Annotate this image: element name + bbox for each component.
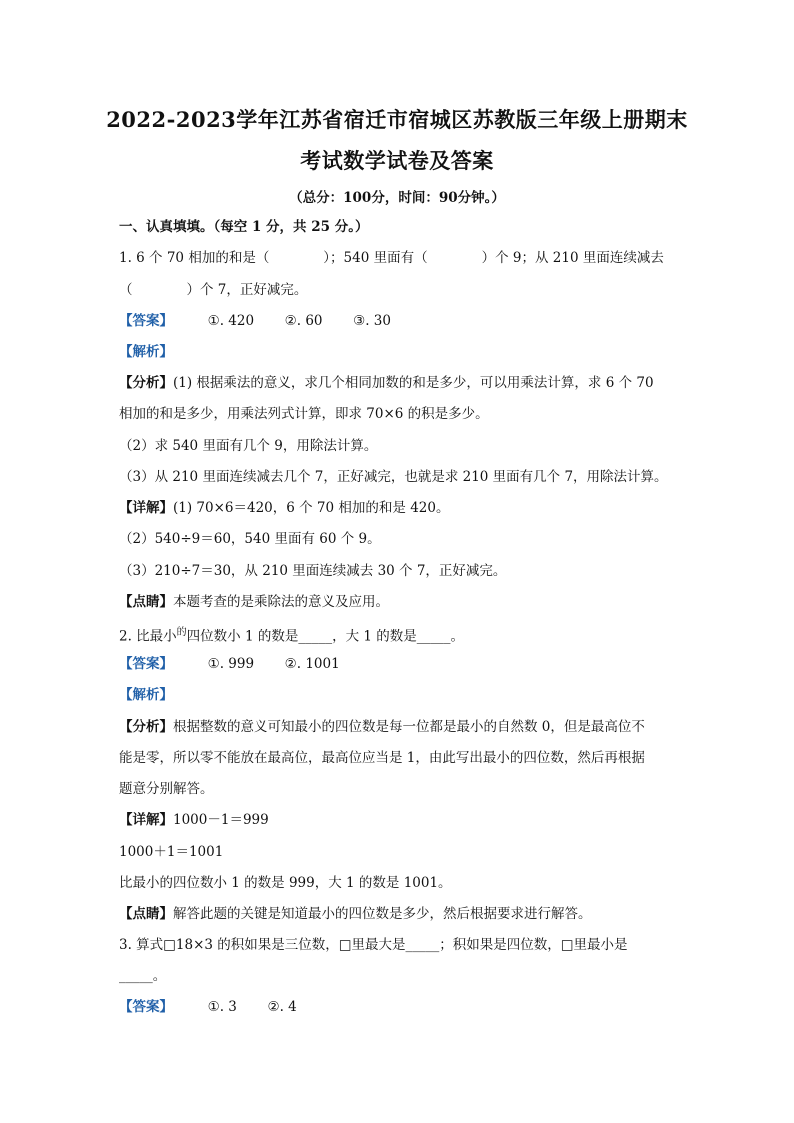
question-3-line-2: _____。 [119, 968, 167, 984]
question-2-xiangjie-2: 1000＋1＝1001 [119, 844, 224, 860]
document-title-line-2: 考试数学试卷及答案 [300, 148, 494, 173]
question-2-dianjing [119, 905, 679, 923]
fenxi-tag: 【分析】 [119, 375, 173, 391]
dianjing-tag: 【点睛】 [119, 906, 173, 922]
answer-tag: 【答案】 [119, 313, 173, 329]
answer-item: ①. 420 [207, 313, 255, 329]
question-1-xiangjie-2: （2）540÷9＝60，540 里面有 60 个 9。 [119, 531, 381, 547]
question-2-fenxi-3: 题意分别解答。 [119, 781, 214, 797]
question-2-xiangjie-3: 比最小的四位数小 1 的数是 999，大 1 的数是 1001。 [119, 875, 452, 891]
question-3-answer [119, 998, 679, 1016]
analysis-tag: 【解析】 [119, 344, 173, 360]
xiangjie-tag: 【详解】 [119, 500, 173, 516]
question-2-prefix: 2. 比最小 [119, 628, 177, 645]
question-1-xiangjie-1 [119, 499, 679, 517]
question-1-fenxi-4: （3）从 210 里面连续减去几个 7，正好减完，也就是求 210 里面有几个 7，用除法计算。 [119, 469, 668, 485]
answer-item: ①. 3 [207, 999, 237, 1015]
question-1-fenxi-2: 相加的和是多少，用乘法列式计算，即求 70×6 的积是多少。 [119, 406, 489, 422]
answer-item: ②. 4 [267, 999, 297, 1015]
analysis-tag: 【解析】 [119, 687, 173, 703]
answer-item: ①. 999 [207, 656, 255, 672]
section-heading: 一、认真填填。（每空 1 分，共 25 分。） [119, 219, 369, 235]
answer-item: ②. 60 [284, 313, 323, 329]
xiangjie-text: (1) 70×6＝420，6 个 70 相加的和是 420。 [173, 500, 450, 516]
answer-tag: 【答案】 [119, 999, 173, 1015]
answer-item: ③. 30 [353, 313, 391, 329]
dianjing-text: 本题考查的是乘除法的意义及应用。 [173, 594, 389, 610]
question-1-fenxi-1 [119, 374, 679, 392]
question-2-fenxi-1 [119, 718, 679, 736]
question-1-fenxi-3: （2）求 540 里面有几个 9，用除法计算。 [119, 438, 378, 454]
question-3-line-1: 3. 算式□18×3 的积如果是三位数，□里最大是_____；积如果是四位数，□里最小是 [119, 937, 628, 953]
question-2-xiangjie-1 [119, 811, 679, 829]
document-title-line-1: 2022-2023学年江苏省宿迁市宿城区苏教版三年级上册期末 [106, 107, 688, 132]
dianjing-tag: 【点睛】 [119, 594, 173, 610]
answer-tag: 【答案】 [119, 656, 173, 672]
question-1-line-2: （ ）个 7，正好减完。 [119, 282, 308, 298]
question-1-line-1: 1. 6 个 70 相加的和是（ ）；540 里面有（ ）个 9；从 210 里面连续减去 [119, 250, 664, 266]
question-2-line-1 [119, 624, 679, 646]
document-subtitle: （总分：100分，时间：90分钟。） [289, 190, 505, 206]
fenxi-tag: 【分析】 [119, 719, 173, 735]
question-2-fenxi-2: 能是零，所以零不能放在最高位，最高位应当是 1，由此写出最小的四位数，然后再根据 [119, 750, 645, 766]
fenxi-text: (1) 根据乘法的意义，求几个相同加数的和是多少，可以用乘法计算，求 6 个 70 [173, 375, 654, 391]
question-2-rest: 四位数小 1 的数是_____，大 1 的数是_____。 [186, 628, 465, 645]
question-2-answer [119, 655, 679, 673]
question-1-answer [119, 312, 679, 330]
xiangjie-tag: 【详解】 [119, 812, 173, 828]
question-2-sup: 的 [176, 627, 187, 638]
question-1-dianjing [119, 593, 679, 611]
answer-item: ②. 1001 [284, 656, 340, 672]
question-1-xiangjie-3: （3）210÷7＝30，从 210 里面连续减去 30 个 7，正好减完。 [119, 563, 507, 579]
fenxi-text: 根据整数的意义可知最小的四位数是每一位都是最小的自然数 0，但是最高位不 [173, 719, 645, 735]
dianjing-text: 解答此题的关键是知道最小的四位数是多少，然后根据要求进行解答。 [173, 906, 592, 922]
xiangjie-text: 1000－1＝999 [173, 812, 269, 828]
